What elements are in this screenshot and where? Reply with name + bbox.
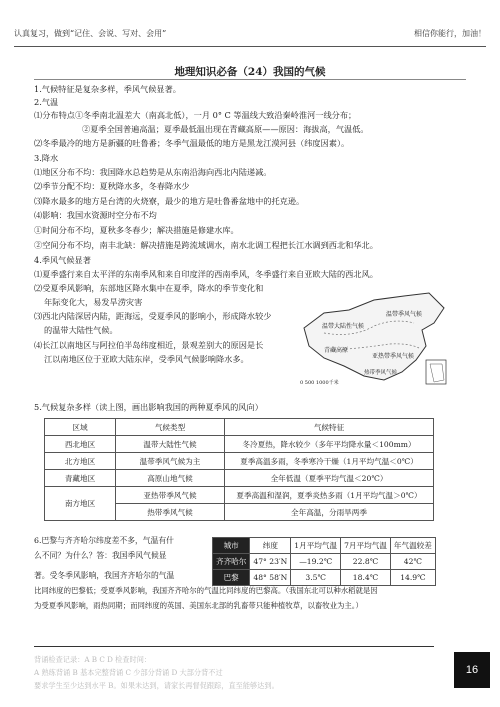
text-line: ⑵冬季最冷的地方是新疆的吐鲁番；冬季气温最低的地方是黑龙江漠河县（纬度因素）。 bbox=[34, 138, 350, 148]
table-header: 1月平均气温 bbox=[291, 538, 341, 554]
china-climate-map bbox=[294, 288, 454, 388]
table-cell: 高原山地气候 bbox=[116, 470, 225, 487]
table-header: 气候特征 bbox=[225, 419, 434, 436]
text-line: ⑶降水最多的地方是台湾的火烧寮，最少的地方是吐鲁番盆地中的托克逊。 bbox=[34, 196, 305, 206]
text-line: ⑴分布特点①冬季南北温差大（南高北低），一月 0° C 等温线大致沿秦岭淮河一线分布； bbox=[34, 110, 357, 120]
table-cell: 18.4℃ bbox=[341, 570, 391, 586]
text-line: ⑵季节分配不均：夏秋降水多，冬春降水少 bbox=[34, 181, 190, 191]
text-line: 的温带大陆性气候。 bbox=[44, 325, 118, 335]
page-header bbox=[14, 28, 486, 44]
table-row bbox=[45, 436, 434, 453]
table-header: 7月平均气温 bbox=[341, 538, 391, 554]
table-cell: 亚热带季风气候 bbox=[116, 487, 225, 504]
q6-line: 6.巴黎与齐齐哈尔纬度差不多，气温有什 bbox=[34, 536, 174, 545]
table-row bbox=[45, 453, 434, 470]
table-header: 年气温较差 bbox=[390, 538, 435, 554]
table-cell: 南方地区 bbox=[45, 487, 116, 521]
q6-line: 为受夏季风影响，雨热同期；而同纬度的英国、美国东北部的乳畜带只能种植牧草，以畜牧业为主。） bbox=[34, 601, 363, 610]
table-cell: 青藏地区 bbox=[45, 470, 116, 487]
table-cell: 14.9℃ bbox=[390, 570, 435, 586]
q6-line: 著。受冬季风影响，我国齐齐哈尔的气温 bbox=[34, 571, 175, 580]
table-row bbox=[45, 470, 434, 487]
table-cell: 巴黎 bbox=[213, 570, 250, 586]
text-line: ⑷长江以南地区与阿拉伯半岛纬度相近，景观差别大的原因是长 bbox=[34, 340, 264, 350]
page-number: 16 bbox=[454, 652, 490, 688]
climate-table bbox=[44, 418, 434, 521]
table-cell: 47° 23′N bbox=[250, 554, 291, 570]
table-cell: 夏季高温和湿润，夏季炎热多雨（1月平均气温＞0℃） bbox=[225, 487, 434, 504]
table-cell: 热带季风气候 bbox=[116, 504, 225, 521]
table-cell: 夏季高温多雨，冬季寒冷干燥（1月平均气温＜0℃） bbox=[225, 453, 434, 470]
table-cell: 48° 58′N bbox=[250, 570, 291, 586]
table-cell: 3.5℃ bbox=[291, 570, 341, 586]
table-cell: 22.8℃ bbox=[341, 554, 391, 570]
table-cell: 全年高温，分雨旱两季 bbox=[225, 504, 434, 521]
table-header: 气候类型 bbox=[116, 419, 225, 436]
text-line: ②夏季全国普遍高温；夏季最低温出现在青藏高原——原因：海拔高，气温低。 bbox=[82, 124, 369, 134]
map-label: 亚热带季风气候 bbox=[372, 353, 415, 360]
text-line: 年际变化大，易发旱涝灾害 bbox=[44, 297, 143, 307]
table-header: 城市 bbox=[213, 538, 250, 554]
map-label: 温带季风气候 bbox=[386, 311, 423, 318]
text-line: 5.气候复杂多样（读上图，画出影响我国的两种夏季风的风向） bbox=[34, 402, 263, 412]
text-line: ①时间分布不均，夏秋多冬春少；解决措施是修建水库。 bbox=[34, 225, 239, 235]
text-line: 江以南地区位于亚欧大陆东岸，受季风气候影响降水多。 bbox=[44, 354, 249, 364]
page-title: 地理知识必备（24）我国的气候 bbox=[174, 66, 326, 78]
text-line: ②空间分布不均，南丰北缺：解决措施是跨流域调水，南水北调工程把长江水调到西北和华北。 bbox=[34, 240, 378, 250]
header-left: 认真复习，做到“记住、会说、写对、会用” bbox=[14, 29, 167, 38]
text-line: 1.气候特征是复杂多样，季风气候显著。 bbox=[34, 84, 181, 94]
city-temperature-table bbox=[212, 537, 436, 586]
table-row bbox=[45, 487, 434, 504]
header-right: 相信你能行，加油！ bbox=[414, 29, 486, 38]
table-row bbox=[213, 570, 436, 586]
map-label: 青藏高原 bbox=[324, 347, 349, 354]
text-line: ⑷影响：我国水资源时空分布不均 bbox=[34, 210, 157, 220]
q6-line: 么不同？为什么？答：我国季风气候显 bbox=[34, 551, 167, 560]
table-cell: 温带大陆性气候 bbox=[116, 436, 225, 453]
map-scale: 0 500 1000千米 bbox=[300, 380, 339, 386]
q6-line: 比同纬度的巴黎低；受夏季风影响，我国齐齐哈尔的气温比同纬度的巴黎高。（我国东北可以种水稻就是因 bbox=[34, 586, 378, 595]
map-label: 温带大陆性气候 bbox=[322, 323, 365, 330]
table-cell: 42℃ bbox=[390, 554, 435, 570]
footer-requirement: 要求学生至少达到水平 B。如果未达到，请家长再督促跟踪，直至能够达到。 bbox=[34, 681, 279, 690]
table-header: 纬度 bbox=[250, 538, 291, 554]
text-line: ⑴地区分布不均：我国降水总趋势是从东南沿海向西北内陆递减。 bbox=[34, 167, 272, 177]
title-divider bbox=[34, 79, 466, 80]
table-cell: 西北地区 bbox=[45, 436, 116, 453]
footer-divider bbox=[34, 646, 434, 647]
table-cell: 冬冷夏热，降水较少（多年平均降水量＜100mm） bbox=[225, 436, 434, 453]
header-divider bbox=[14, 46, 486, 47]
table-cell: —19.2℃ bbox=[291, 554, 341, 570]
footer-levels: A 熟练背诵 B 基本完整背诵 C 少部分背诵 D 大部分背不过 bbox=[34, 668, 223, 677]
table-header: 区域 bbox=[45, 419, 116, 436]
table-cell: 温带季风气候为主 bbox=[116, 453, 225, 470]
table-cell: 全年低温（夏季平均气温＜20℃） bbox=[225, 470, 434, 487]
table-row bbox=[213, 554, 436, 570]
text-line: ⑴夏季盛行来自太平洋的东南季风和来自印度洋的西南季风，冬季盛行来自亚欧大陆的西北风。 bbox=[34, 269, 378, 279]
text-line: ⑶西北内陆深居内陆，距海远，受夏季风的影响小，形成降水较少 bbox=[34, 311, 272, 321]
text-line: ⑵受夏季风影响，东部地区降水集中在夏季，降水的季节变化和 bbox=[34, 283, 264, 293]
footer-check-record: 背诵检查记录：A B C D 检查时间： bbox=[34, 655, 152, 664]
text-line: 3.降水 bbox=[34, 153, 59, 163]
table-cell: 齐齐哈尔 bbox=[213, 554, 250, 570]
text-line: 2.气温 bbox=[34, 97, 59, 107]
table-cell: 北方地区 bbox=[45, 453, 116, 470]
text-line: 4.季风气候显著 bbox=[34, 255, 91, 265]
map-label: 热带季风气候 bbox=[364, 370, 398, 376]
